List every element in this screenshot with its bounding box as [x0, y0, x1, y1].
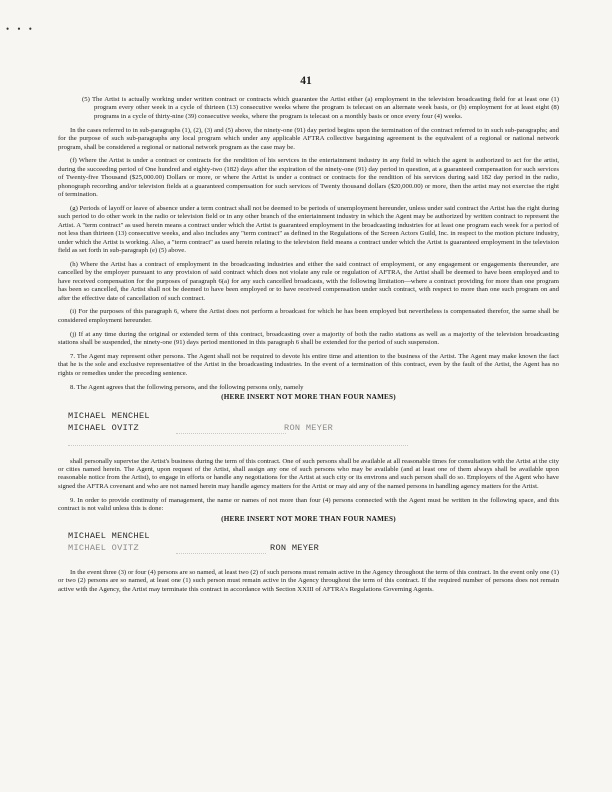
names-block-2	[58, 527, 559, 561]
name-entry: MICHAEL MENCHEL	[68, 530, 150, 541]
document-body	[58, 96, 559, 600]
section-9: 9. In order to provide continuity of management, the name or names of not more than four (4) persons connected with the Agent must be written in the following space, and this contract is not valid unless this is done:	[58, 496, 559, 513]
paragraph-h: (h) Where the Artist has a contract of employment in the broadcasting industries and either the said contract of employment, or any engagement or engagements thereunder, are cancelled by the employer pursuant to any provision of said contract which does not violate any rule or regulation of AFTRA, the Artist shall be deemed to have been employed and to have received compensation for the purposes of paragraph 6(a) for any such cancelled broadcasts, with the following limitation—where a contract providing for more than one program has been so cancelled, the Artist shall not be deemed to have been employed or to have received compensation under such contract, with respect to more than one such program on and after the effective date of cancellation of such contract.	[58, 260, 559, 302]
paragraph-f: (f) Where the Artist is under a contract or contracts for the rendition of his services in the entertainment industry in any field in which the agent is authorized to act for the artist, during the succeeding period of One hundred and eighty-two (182) days after the expiration of the ninety-one (91) day period in question, at a guaranteed compensation for such services of Twenty-five Thousand ($25,000.00) Dollars or more, or where the Artist is under a contract or contracts for the rendition of his services during said 182 day period in the radio, phonograph recording and/or television fields at a guaranteed compensation for such services of Twenty thousand dollars ($20,000.00) or more, then the artist may not exercise the right of termination.	[58, 157, 559, 199]
paragraph-supervise: shall personally supervise the Artist's business during the term of this contract. One of such persons shall be available at all reasonable times for consultation with the Artist at the city or cities named herein. The Agent, upon request of the Artist, shall assign any one of such persons who may be available (and at least one of them always shall be available upon reasonable notice from the Artist), to engage in efforts or handle any negotiations for the Artist at such city or its environs and such person shall do so. Employers of the Agent who have signed the AFTRA covenant and who are not named herein may handle agency matters for the Artist or may aid any of the named persons in handling agency matters for the Artist.	[58, 457, 559, 490]
signature-line	[176, 433, 286, 434]
subparagraph-5: (5) The Artist is actually working under written contract or contracts which guarantee the Artist either (a) employment in the television broadcasting field for at least one (1) program every other week in a cycle of thirteen (13) consecutive weeks where the program is telecast on an alternate week basis, or (b) employment for at least eight (8) programs in a cycle of thirty-nine (39) consecutive weeks, where the program is telecast on a monthly basis or once every four (4) weeks.	[82, 96, 559, 120]
name-entry: RON MEYER	[270, 542, 320, 553]
name-entry: MICHAEL OVITZ	[68, 422, 139, 433]
paragraph-final: In the event three (3) or four (4) persons are so named, at least two (2) of such persons must remain active in the Agency throughout the term of this contract. In the event only one (1) or two (2) persons are so named, at least one (1) such person must remain active in the Agency throughout the term of this contract. If the required number of persons does not remain active with the Agency, the Artist may terminate this contract in accordance with Section XXIII of AFTRA's Regulations Governing Agents.	[58, 568, 559, 593]
paragraph-j: (j) If at any time during the original or extended term of this contract, broadcasting over a majority of both the radio stations as well as a majority of the television broadcasting stations shall be suspended, the ninety-one (91) days period mentioned in this paragraph 6 shall be extended for the period of such suspension.	[58, 330, 559, 347]
name-entry: MICHAEL MENCHEL	[68, 410, 150, 421]
corner-mark: • • •	[6, 24, 35, 34]
insert-names-heading: (HERE INSERT NOT MORE THAN FOUR NAMES)	[221, 393, 396, 402]
name-entry: MICHAEL OVITZ	[68, 542, 139, 553]
paragraph-g: (g) Periods of layoff or leave of absence under a term contract shall not be deemed to be periods of unemployment hereunder, unless under said contract the Artist has the right during such period to do other work in the radio or television field or in any other branch of the entertainment industry in which the Agent may be authorized by written contract to represent the Artist. A "term contract" as used herein means a contract under which the Artist is guaranteed employment in the broadcasting industries for at least one program each week for a period of not less than thirteen (13) consecutive weeks, and also includes any "term contract" as defined in the Regulations of the Screen Actors Guild, Inc. in respect to the motion picture industry, under which the Artist is working. Also, a "term contract" as used herein relating to the television field means a contract under which the Artist is guaranteed employment in the television field as set forth in sub-paragraph (e) (5) above.	[58, 204, 559, 254]
page-number: 41	[300, 75, 312, 87]
paragraph-i: (i) For the purposes of this paragraph 6, where the Artist does not perform a broadcast for which he has been employed but nevertheless is compensated therefor, the same shall be considered employment hereunder.	[58, 308, 559, 324]
insert-names-heading: (HERE INSERT NOT MORE THAN FOUR NAMES)	[221, 514, 396, 523]
section-8: 8. The Agent agrees that the following persons, and the following persons only, namely	[70, 383, 304, 391]
signature-line	[176, 553, 266, 554]
name-entry: RON MEYER	[284, 422, 334, 433]
section-7: 7. The Agent may represent other persons. The Agent shall not be required to devote his entire time and attention to the business of the Artist. The Agent may make known the fact that he is the sole and exclusive representative of the Artist in the broadcasting industries. In the event of a termination of this contract, even by the fault of the Artist, the Agent has no rights or remedies under the preceding sentence.	[58, 353, 559, 377]
signature-line	[68, 445, 408, 446]
names-block-1	[58, 406, 559, 450]
paragraph-cases: In the cases referred to in sub-paragraphs (1), (2), (3) and (5) above, the ninety-one (91) day period begins upon the termination of the contract referred to in such sub-paragraphs; and for the purpose of such sub-paragraphs any local program which under any applicable AFTRA collective bargaining agreement is the equivalent of a regional or national network program, shall be considered a regional or national network program as the case may be.	[58, 126, 559, 151]
